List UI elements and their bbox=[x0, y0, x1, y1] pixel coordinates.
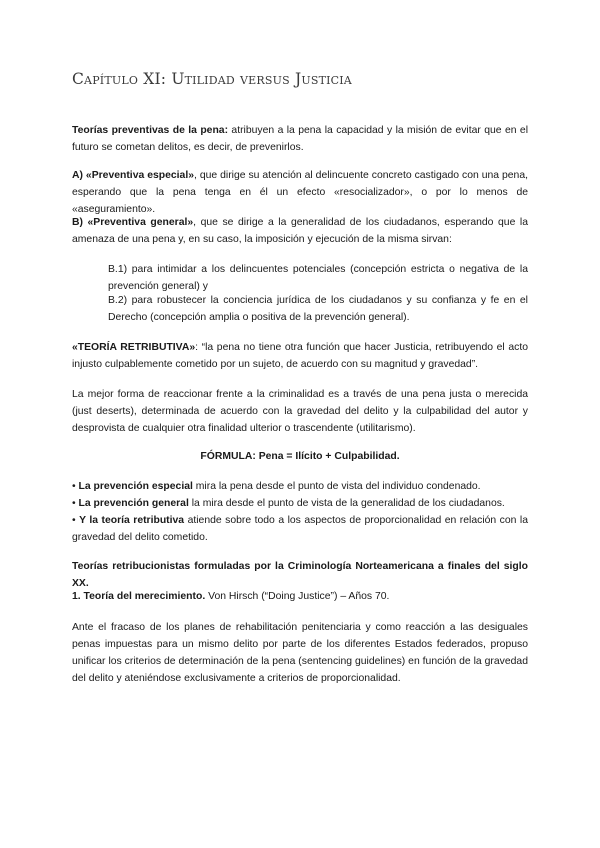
list-item-text: mira la pena desde el punto de vista del individuo condenado. bbox=[192, 481, 481, 492]
section-heading: Teorías retribucionistas formuladas por la Criminología Norteamericana a finales del siglo XX. bbox=[72, 561, 528, 589]
list-item bbox=[72, 515, 528, 543]
bold-term: Teorías preventivas de la pena: bbox=[72, 125, 229, 136]
bullet-mark: • bbox=[72, 515, 80, 526]
paragraph-general-prevention bbox=[72, 214, 528, 248]
paragraph-preventive-theories bbox=[72, 122, 528, 156]
paragraph-text: atribuyen a la pena la capacidad y la misión de evitar que en el futuro se cometan delitos, es decir, de prevenirlos. bbox=[72, 125, 528, 153]
paragraph-text: , que dirige su atención al delincuente concreto castigado con una pena, esperando que la pena tenga en él un efecto «resocializador», o por lo menos de «aseguramiento». bbox=[72, 170, 528, 215]
paragraph-retributive-theory bbox=[72, 339, 528, 373]
paragraph-text: , que se dirige a la generalidad de los ciudadanos, esperando que la amenaza de una pena y, en su caso, la imposición y ejecución de la misma sirvan: bbox=[72, 217, 528, 245]
paragraph-sentencing-guidelines: Ante el fracaso de los planes de rehabilitación penitenciaria y como reacción a las desiguales penas impuestas para un mismo delito por parte de los diferentes Estados federados, propuso unificar los criterios de determinación de la pena (sentencing guidelines) en función de la gravedad del delito y ateniéndose exclusivamente a criterios de proporcionalidad. bbox=[72, 622, 528, 684]
bullet-list bbox=[72, 478, 528, 546]
bold-term: La prevención general bbox=[78, 498, 189, 509]
paragraph-text: Von Hirsch (“Doing Justice”) – Años 70. bbox=[205, 591, 390, 602]
bold-term: Y la teoría retributiva bbox=[79, 515, 185, 526]
paragraph-just-deserts: La mejor forma de reaccionar frente a la criminalidad es a través de una pena justa o merecida (just deserts), determinada de acuerdo con la gravedad del delito y la culpabilidad del autor y desprovista de cualquier otra finalidad ulterior o trascendente (utilitarismo). bbox=[72, 389, 528, 434]
paragraph-merit-theory bbox=[72, 588, 528, 605]
bold-term: 1. Teoría del merecimiento. bbox=[72, 591, 206, 602]
bold-term: La prevención especial bbox=[78, 481, 193, 492]
bold-term: B) «Preventiva general» bbox=[72, 217, 194, 228]
subitem-b2: B.2) para robustecer la conciencia jurídica de los ciudadanos y su confianza y fe en el Derecho (concepción amplia o positiva de la prevención general). bbox=[108, 295, 528, 323]
formula-text: : Pena = Ilícito + Culpabilidad. bbox=[252, 451, 400, 462]
bold-term: A) «Preventiva especial» bbox=[72, 170, 194, 181]
formula-label: FÓRMULA bbox=[200, 451, 253, 462]
paragraph-text: : “la pena no tiene otra función que hacer Justicia, retribuyendo el acto injusto culpablemente cometido por un sujeto, de acuerdo con su magnitud y gravedad”. bbox=[72, 342, 528, 370]
paragraph-special-prevention bbox=[72, 167, 528, 218]
chapter-title: Capítulo XI: Utilidad versus Justicia bbox=[72, 70, 352, 88]
bullet-mark: • bbox=[72, 481, 79, 492]
list-item bbox=[72, 481, 481, 492]
list-item bbox=[72, 498, 505, 509]
bold-term: «TEORÍA RETRIBUTIVA» bbox=[72, 342, 196, 353]
list-item-text: la mira desde el punto de vista de la generalidad de los ciudadanos. bbox=[188, 498, 505, 509]
bullet-mark: • bbox=[72, 498, 79, 509]
formula-line bbox=[72, 448, 528, 465]
list-item-text: atiende sobre todo a los aspectos de proporcionalidad en relación con la gravedad del delito cometido. bbox=[72, 515, 528, 543]
subitem-b1: B.1) para intimidar a los delincuentes potenciales (concepción estricta o negativa de la prevención general) y bbox=[108, 264, 528, 292]
